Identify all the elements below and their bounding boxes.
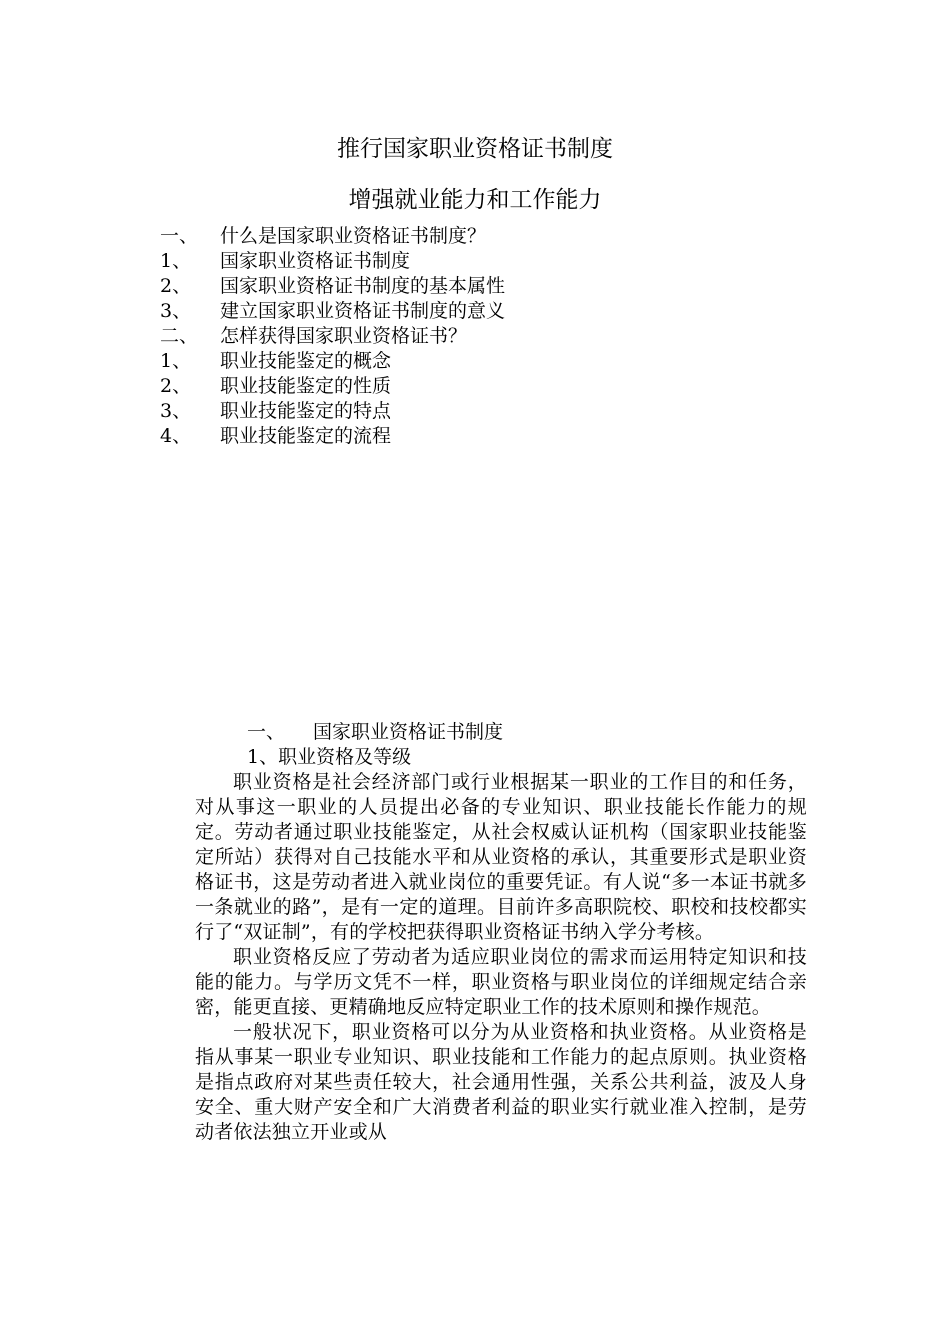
section-subheading: 1、职业资格及等级 bbox=[247, 746, 412, 768]
toc-item bbox=[160, 399, 505, 424]
toc-item-number: 4、 bbox=[160, 425, 192, 447]
toc-item-text: 职业技能鉴定的性质 bbox=[220, 375, 392, 397]
toc-item-number: 1、 bbox=[160, 350, 192, 372]
toc-item bbox=[160, 249, 505, 274]
toc-item-number: 一、 bbox=[160, 225, 199, 247]
section-heading bbox=[195, 720, 807, 745]
section-heading-number: 一、 bbox=[247, 721, 286, 743]
table-of-contents bbox=[160, 224, 505, 449]
toc-item-text: 职业技能鉴定的特点 bbox=[220, 400, 392, 422]
toc-item-text: 国家职业资格证书制度 bbox=[220, 250, 411, 272]
toc-item-text: 职业技能鉴定的概念 bbox=[220, 350, 392, 372]
toc-item-number: 3、 bbox=[160, 300, 192, 322]
section-body bbox=[195, 720, 807, 1145]
toc-item bbox=[160, 324, 505, 349]
toc-item-text: 职业技能鉴定的流程 bbox=[220, 425, 392, 447]
toc-item bbox=[160, 424, 505, 449]
toc-item-number: 1、 bbox=[160, 250, 192, 272]
toc-item bbox=[160, 299, 505, 324]
document-title: 推行国家职业资格证书制度 bbox=[337, 136, 613, 162]
toc-item-number: 二、 bbox=[160, 325, 199, 347]
toc-item-number: 3、 bbox=[160, 400, 192, 422]
toc-item-number: 2、 bbox=[160, 375, 192, 397]
toc-item-number: 2、 bbox=[160, 275, 192, 297]
body-paragraph: 职业资格反应了劳动者为适应职业岗位的需求而运用特定知识和技能的能力。与学历文凭不一样，职业资格与职业岗位的详细规定结合亲密，能更直接、更精确地反应特定职业工作的技术原则和操作规范。 bbox=[195, 946, 807, 1018]
toc-item-text: 怎样获得国家职业资格证书？ bbox=[220, 325, 468, 347]
section-heading-text: 国家职业资格证书制度 bbox=[313, 721, 504, 743]
toc-item bbox=[160, 274, 505, 299]
document-subtitle: 增强就业能力和工作能力 bbox=[348, 187, 602, 213]
body-paragraph: 职业资格是社会经济部门或行业根据某一职业的工作目的和任务，对从事这一职业的人员提出必备的专业知识、职业技能长作能力的规定。劳动者通过职业技能鉴定，从社会权威认证机构（国家职业技能鉴定所站）获得对自己技能水平和从业资格的承认，其重要形式是职业资格证书，这是劳动者进入就业岗位的重要凭证。有人说“多一本证书就多一条就业的路”，是有一定的道理。目前许多高职院校、职校和技校都实行了“双证制”，有的学校把获得职业资格证书纳入学分考核。 bbox=[195, 771, 807, 943]
toc-item-text: 建立国家职业资格证书制度的意义 bbox=[220, 300, 506, 322]
toc-item bbox=[160, 349, 505, 374]
toc-item-text: 国家职业资格证书制度的基本属性 bbox=[220, 275, 506, 297]
toc-item-text: 什么是国家职业资格证书制度？ bbox=[220, 225, 487, 247]
body-paragraph: 一般状况下，职业资格可以分为从业资格和执业资格。从业资格是指从事某一职业专业知识、职业技能和工作能力的起点原则。执业资格是指点政府对某些责任较大，社会通用性强，关系公共利益，波及人身安全、重大财产安全和广大消费者利益的职业实行就业准入控制，是劳动者依法独立开业或从 bbox=[195, 1021, 807, 1143]
toc-item bbox=[160, 224, 505, 249]
toc-item bbox=[160, 374, 505, 399]
